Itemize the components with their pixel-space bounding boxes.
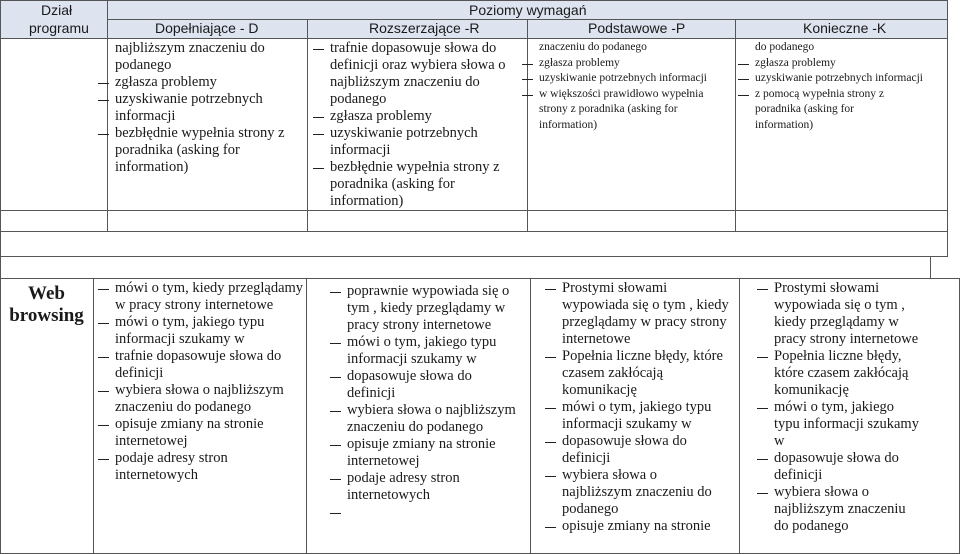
list-item: Popełnia liczne błędy, bbox=[755, 348, 955, 365]
list-item: typu informacji szukamy bbox=[774, 416, 919, 432]
list-item: podanego bbox=[115, 57, 172, 73]
list-item: uzyskiwanie potrzebnych bbox=[311, 125, 525, 142]
list-item: internetowej bbox=[115, 433, 188, 449]
list-item: internetowych bbox=[115, 467, 198, 483]
list-item: komunikację bbox=[774, 382, 849, 398]
list-item: strony z poradnika (asking for bbox=[539, 103, 678, 115]
list-item: zgłasza problemy bbox=[520, 56, 734, 72]
grid-line bbox=[306, 278, 307, 554]
top-cell-konieczne bbox=[736, 40, 948, 133]
list-item: dopasowuje słowa do bbox=[543, 433, 739, 450]
grid-line bbox=[0, 38, 948, 39]
list-item: uzyskiwanie potrzebnych informacji bbox=[520, 71, 734, 87]
list-item: w pracy strony internetowe bbox=[115, 297, 274, 313]
list-item: pracy strony internetowe bbox=[347, 317, 492, 333]
list-item: najbliższym znaczeniu bbox=[774, 501, 906, 517]
list-item: kiedy przeglądamy w bbox=[774, 314, 899, 330]
header-poziomy-wymagan: Poziomy wymagań bbox=[469, 2, 587, 18]
list-item: tym , kiedy przeglądamy w bbox=[347, 300, 506, 316]
grid-line bbox=[0, 0, 948, 1]
grid-line bbox=[0, 256, 948, 257]
list-item: poradnika (asking for bbox=[115, 142, 240, 158]
list-item: zgłasza problemy bbox=[96, 74, 306, 91]
list-item: wypowiada się o tym , bbox=[774, 297, 905, 313]
list-item: czasem zakłócają bbox=[562, 365, 664, 381]
list-item: wybiera słowa o najbliższym bbox=[96, 382, 306, 399]
list-item: przeglądamy w pracy strony bbox=[562, 314, 727, 330]
list-item: bezbłędnie wypełnia strony z bbox=[311, 159, 525, 176]
list-item: wybiera słowa o najbliższym bbox=[328, 402, 528, 419]
list-item: uzyskiwanie potrzebnych bbox=[96, 91, 306, 108]
list-item: pracy strony internetowe bbox=[774, 331, 919, 347]
list-item: informacji bbox=[330, 142, 391, 158]
list-item: poprawnie wypowiada się o bbox=[328, 283, 528, 300]
list-item: wypowiada się o tym , kiedy bbox=[562, 297, 729, 313]
web-cell-konieczne bbox=[755, 280, 955, 535]
list-item: Prostymi słowami bbox=[543, 280, 739, 297]
web-cell-dopelniajace bbox=[96, 280, 306, 484]
list-item: zgłasza problemy bbox=[311, 108, 525, 125]
section-title-line1: Web bbox=[28, 283, 65, 304]
list-item: podanego bbox=[562, 501, 619, 517]
list-item: internetowe bbox=[562, 331, 631, 347]
list-item: opisuje zmiany na stronie bbox=[96, 416, 306, 433]
grid-line bbox=[930, 256, 931, 278]
list-item: internetowych bbox=[347, 487, 430, 503]
list-item: do podanego bbox=[755, 41, 815, 53]
list-item: w bbox=[774, 433, 785, 449]
list-item: information) bbox=[755, 118, 814, 131]
list-item: najbliższym znaczeniu do bbox=[330, 74, 480, 90]
list-item: opisuje zmiany na stronie bbox=[543, 518, 739, 535]
list-item: znaczeniu do podanego bbox=[539, 41, 647, 53]
header-level-k: Konieczne -K bbox=[803, 20, 887, 36]
list-item: internetowej bbox=[347, 453, 420, 469]
list-item: podanego bbox=[330, 91, 387, 107]
list-item: definicji oraz wybiera słowa o bbox=[330, 57, 506, 73]
list-item: Popełnia liczne błędy, które bbox=[543, 348, 739, 365]
header-level-p: Podstawowe -P bbox=[588, 20, 686, 36]
list-item: wybiera słowa o bbox=[755, 484, 955, 501]
list-item bbox=[328, 504, 528, 521]
list-item: uzyskiwanie potrzebnych informacji bbox=[736, 71, 948, 87]
list-item: informacji szukamy w bbox=[115, 331, 245, 347]
list-item: podaje adresy stron bbox=[328, 470, 528, 487]
grid-line bbox=[530, 278, 531, 554]
header-dzial: Dział bbox=[41, 2, 73, 18]
section-title-web-browsing bbox=[0, 283, 93, 327]
grid-line bbox=[93, 278, 94, 554]
list-item: definicji bbox=[774, 467, 823, 483]
header-level-d: Dopełniające - D bbox=[155, 20, 259, 36]
list-item: definicji bbox=[115, 365, 164, 381]
list-item: mówi o tym, jakiego typu bbox=[543, 399, 739, 416]
list-item: mówi o tym, jakiego typu bbox=[96, 314, 306, 331]
list-item: z pomocą wypełnia strony z bbox=[736, 87, 948, 103]
web-cell-podstawowe bbox=[543, 280, 739, 535]
list-item: trafnie dopasowuje słowa do bbox=[96, 348, 306, 365]
grid-line bbox=[739, 278, 740, 554]
top-cell-podstawowe bbox=[520, 40, 734, 133]
list-item: wybiera słowa o bbox=[543, 467, 739, 484]
list-item: trafnie dopasowuje słowa do bbox=[311, 40, 525, 57]
list-item: najbliższym znaczeniu do bbox=[562, 484, 712, 500]
grid-line bbox=[0, 278, 960, 279]
list-item: dopasowuje słowa do bbox=[755, 450, 955, 467]
list-item: definicji bbox=[347, 385, 396, 401]
grid-line bbox=[0, 210, 948, 211]
top-cell-dopelniajace bbox=[96, 40, 306, 176]
web-cell-rozszerzajace bbox=[328, 283, 528, 521]
list-item: information) bbox=[330, 193, 404, 209]
list-item: znaczeniu do podanego bbox=[347, 419, 484, 435]
list-item: bezbłędnie wypełnia strony z bbox=[96, 125, 306, 142]
list-item: informacji bbox=[115, 108, 176, 124]
list-item: Prostymi słowami bbox=[755, 280, 955, 297]
list-item: mówi o tym, kiedy przeglądamy bbox=[96, 280, 306, 297]
header-level-r: Rozszerzające -R bbox=[369, 20, 480, 36]
list-item: najbliższym znaczeniu do bbox=[115, 40, 265, 56]
list-item: mówi o tym, jakiego bbox=[755, 399, 955, 416]
list-item: komunikację bbox=[562, 382, 637, 398]
list-item: dopasowuje słowa do bbox=[328, 368, 528, 385]
list-item: poradnika (asking for bbox=[330, 176, 455, 192]
list-item: poradnika (asking for bbox=[755, 103, 854, 115]
list-item: information) bbox=[115, 159, 189, 175]
list-item: definicji bbox=[562, 450, 611, 466]
list-item: do podanego bbox=[774, 518, 849, 534]
top-cell-rozszerzajace bbox=[311, 40, 525, 210]
list-item: zgłasza problemy bbox=[736, 56, 948, 72]
list-item: mówi o tym, jakiego typu bbox=[328, 334, 528, 351]
list-item: information) bbox=[539, 118, 598, 131]
list-item: informacji szukamy w bbox=[347, 351, 477, 367]
list-item: znaczeniu do podanego bbox=[115, 399, 252, 415]
section-title-line2: browsing bbox=[9, 305, 84, 326]
list-item: podaje adresy stron bbox=[96, 450, 306, 467]
list-item: które czasem zakłócają bbox=[774, 365, 909, 381]
header-programu: programu bbox=[29, 20, 89, 36]
list-item: w większości prawidłowo wypełnia bbox=[520, 87, 734, 103]
grid-line bbox=[307, 19, 308, 231]
list-item: opisuje zmiany na stronie bbox=[328, 436, 528, 453]
grid-line bbox=[0, 231, 948, 232]
list-item: informacji szukamy w bbox=[562, 416, 692, 432]
grid-line bbox=[0, 0, 1, 554]
